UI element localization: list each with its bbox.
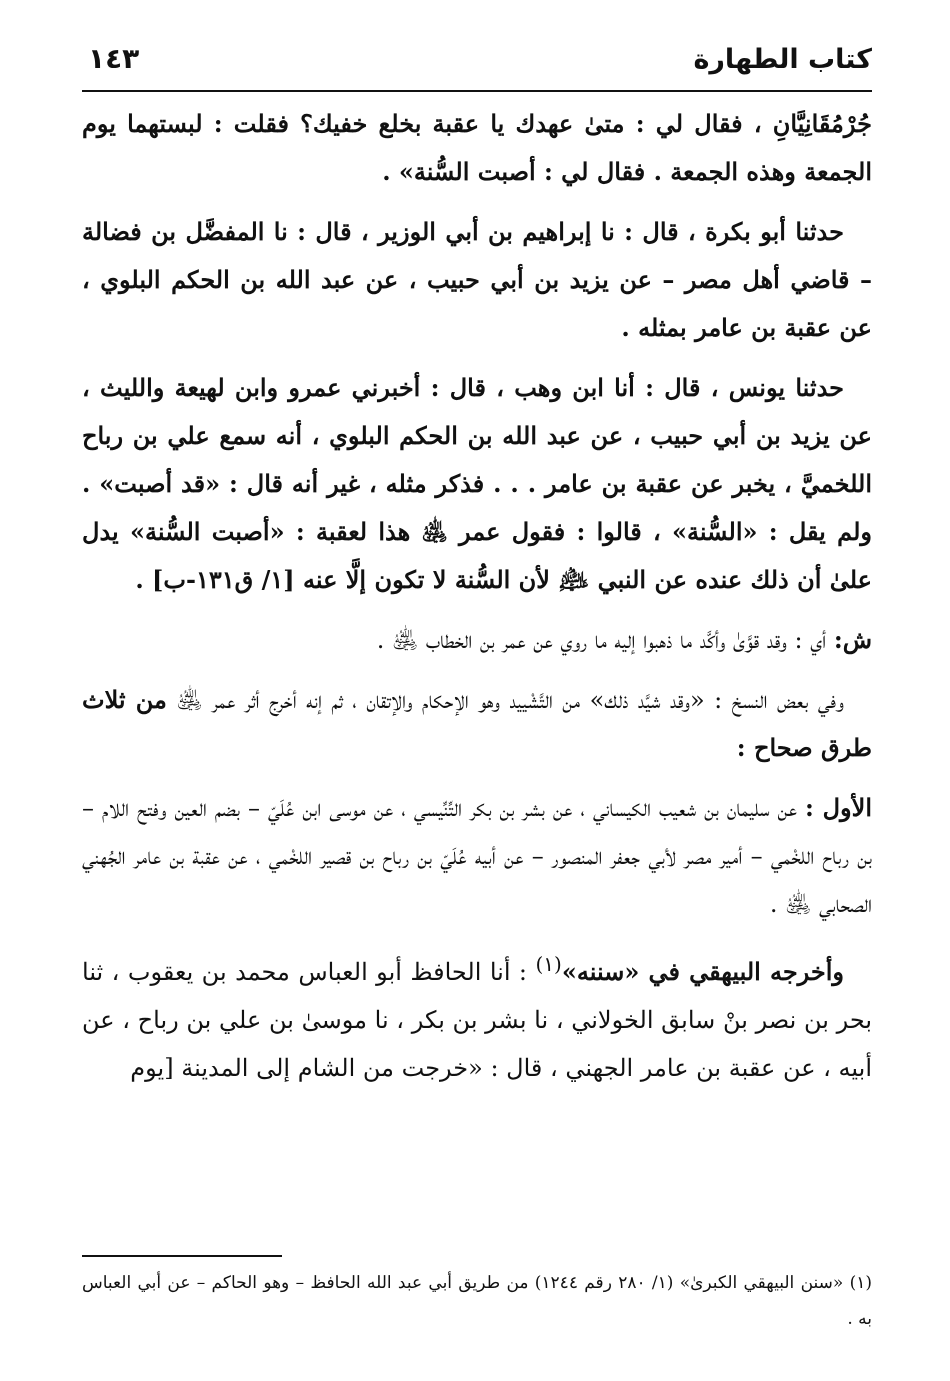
book-page: [82, 40, 872, 1360]
first-route-label: الأول :: [805, 793, 872, 822]
header-rule: [82, 90, 872, 92]
paragraph-6: [82, 784, 872, 928]
paragraph-5: [82, 676, 872, 772]
page-number: ١٤٣: [88, 42, 140, 75]
paragraph-5-text: وفي بعض النسخ : «وقد شيَّد ذلك» من التَّشْييد وهو الإحكام والإتقان ، ثم إنه أخرج أثر عمر ﵁: [176, 686, 844, 714]
paragraph-1-text: جُرْمُقَانِيَّانِ ، فقال لي : متىٰ عهدك يا عقبة بخلع خفيك؟ فقلت : لبستهما يوم الجمعة وهذه الجمعة . فقال لي : أصبت السُّنة» .: [82, 109, 872, 186]
paragraph-3: [82, 364, 872, 604]
paragraph-3-text: حدثنا يونس ، قال : أنا ابن وهب ، قال : أخبرني عمرو وابن لهيعة والليث ، عن يزيد بن أبي حبيب ، عن عبد الله بن الحكم البلوي ، أنه سمع علي بن رباح اللخميَّ ، يخبر عن عقبة بن عامر . . . فذكر مثله ، غير أنه قال : «قد أصبت» . ولم يقل : «السُّنة» ، قالوا : فقول عمر ﵁ هذا لعقبة : «أصبت السُّنة» يدل علىٰ أن ذلك عنده عن النبي ﵇ لأن السُّنة لا تكون إلَّا عنه [١/ ق١٣١-ب] .: [82, 373, 872, 594]
chapter-title: كتاب الطهارة: [693, 44, 872, 75]
paragraph-7-text: : أنا الحافظ أبو العباس محمد بن يعقوب ، ثنا بحر بن نصر بنْ سابق الخولاني ، نا بشر بن بكر ، نا موسىٰ بن علي بن رباح ، عن أبيه ، عن عقبة بن عامر الجهني ، قال : «خرجت من الشام إلى المدينة [يوم: [82, 958, 872, 1082]
paragraph-2-text: حدثنا أبو بكرة ، قال : نا إبراهيم بن أبي الوزير ، قال : نا المفضَّل بن فضالة – قاضي أهل مصر – عن يزيد بن أبي حبيب ، عن عبد الله بن الحكم البلوي ، عن عقبة بن عامر بمثله .: [82, 217, 872, 342]
paragraph-4: [82, 616, 872, 664]
paragraph-7-lead: وأخرجه البيهقي في «سننه»: [561, 957, 845, 986]
footnote-1: (١) «سنن البيهقي الكبرىٰ» (١/ ٢٨٠ رقم ١٢٤٤) من طريق أبي عبد الله الحافظ – وهو الحاكم – عن أبي العباس به .: [82, 1273, 872, 1329]
paragraph-7: [82, 940, 872, 1092]
paragraph-2: [82, 208, 872, 352]
paragraph-1: [82, 100, 872, 196]
commentary-marker: ش:: [833, 625, 872, 654]
footnote-ref[interactable]: (١): [535, 952, 562, 976]
page-body: [82, 100, 872, 1104]
paragraph-6-text: عن سليمان بن شعيب الكيساني ، عن بشر بن بكر التِّنِّيسي ، عن موسى ابن عُلَيّ – بضم العين وفتح اللام – بن رباح اللخْمي – أمير مصر لأبي جعفر المنصور – عن أبيه عُلَيّ بن رباح بن قصير اللخْمي ، عن عقبة بن عامر الجُهني الصحابي ﵁ .: [82, 794, 872, 918]
page-header: [82, 40, 872, 90]
paragraph-4-text: أي : وقد قوَّىٰ وأكَّد ما ذهبوا إليه ما روي عن عمر بن الخطاب ﵁ .: [376, 626, 827, 654]
paragraph-5-bold-tail: من ثلاث طرق صحاح :: [82, 685, 872, 762]
